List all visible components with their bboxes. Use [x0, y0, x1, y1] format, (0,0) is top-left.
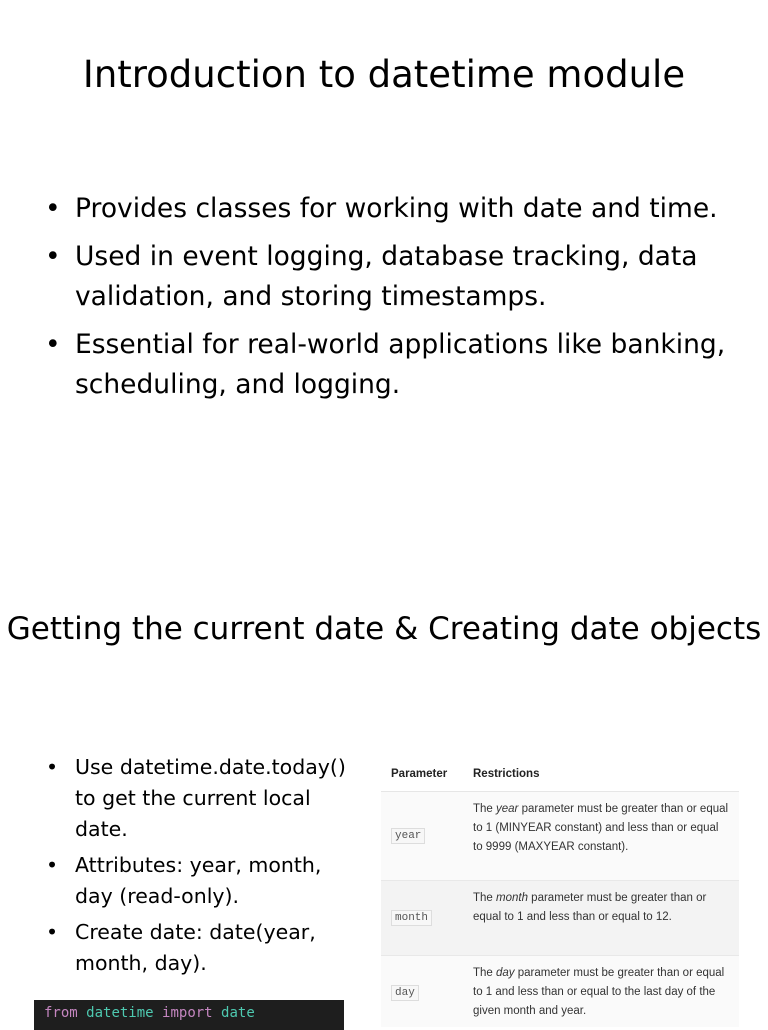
list-item: • Provides classes for working with date and time.: [75, 189, 735, 229]
list-item: • Essential for real-world applications like banking, scheduling, and logging.: [75, 325, 735, 405]
bullet-list: [46, 752, 365, 984]
list-item: • Used in event logging, database tracking, data validation, and storing timestamps.: [75, 237, 735, 317]
parameter-name: month: [391, 910, 432, 926]
table-row: [381, 881, 739, 956]
table-row: [381, 956, 739, 1027]
column-header-restrictions: Restrictions: [473, 768, 540, 780]
bullet-icon: •: [46, 755, 59, 779]
bullet-icon: •: [45, 193, 61, 224]
list-item: • Attributes: year, month, day (read-only).: [75, 850, 365, 912]
bullet-icon: •: [46, 853, 59, 877]
parameter-table: [381, 757, 739, 1027]
bullet-icon: •: [45, 241, 61, 272]
table-row: [381, 792, 739, 881]
parameter-name: year: [391, 828, 425, 844]
list-item: • Create date: date(year, month, day).: [75, 917, 365, 979]
restriction-text: The day parameter must be greater than or equal to 1 and less than or equal to the last day of the given month and year.: [473, 967, 725, 1017]
column-header-parameter: Parameter: [391, 768, 448, 780]
list-item: • Use datetime.date.today() to get the current local date.: [75, 752, 365, 845]
slide-title: Getting the current date & Creating date objects: [6, 611, 762, 647]
restriction-text: The year parameter must be greater than or equal to 1 (MINYEAR constant) and less than or equal to 9999 (MAXYEAR constant).: [473, 803, 729, 853]
slide-title: Introduction to datetime module: [82, 53, 686, 96]
bullet-icon: •: [45, 329, 61, 360]
code-snippet: [34, 1000, 344, 1030]
bullet-icon: •: [46, 920, 59, 944]
code-keyword: import: [162, 1005, 213, 1021]
code-module: date: [221, 1005, 255, 1021]
table-header: [381, 757, 739, 792]
parameter-name: day: [391, 985, 419, 1001]
bullet-list: [45, 189, 735, 413]
restriction-text: The month parameter must be greater than or equal to 1 and less than or equal to 12.: [473, 892, 707, 923]
code-keyword: from: [44, 1005, 78, 1021]
code-module: datetime: [86, 1005, 154, 1021]
